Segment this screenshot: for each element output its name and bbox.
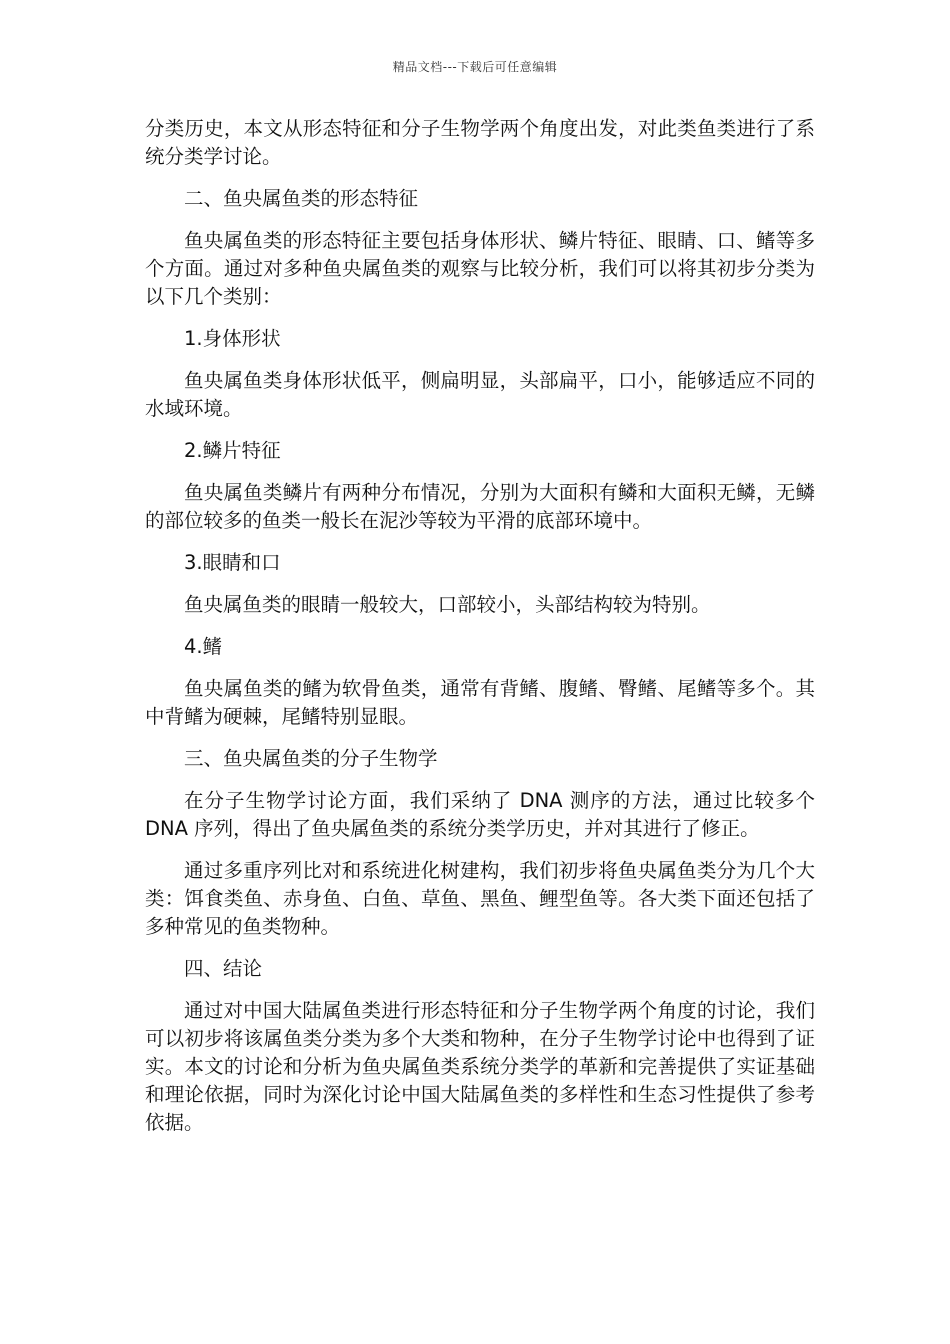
paragraph-eyes-mouth: 鱼央属鱼类的眼睛一般较大，口部较小，头部结构较为特别。 bbox=[184, 593, 711, 616]
section-heading-molecular: 三、鱼央属鱼类的分子生物学 bbox=[184, 747, 438, 770]
document-body bbox=[145, 115, 815, 1151]
paragraph-scales: 鱼央属鱼类鳞片有两种分布情况，分别为大面积有鳞和大面积无鳞，无鳞的部位较多的鱼类一般长在泥沙等较为平滑的底部环境中。 bbox=[145, 481, 815, 532]
paragraph-molecular-classification: 通过多重序列比对和系统进化树建构，我们初步将鱼央属鱼类分为几个大类：饵食类鱼、赤身鱼、白鱼、草鱼、黑鱼、鲤型鱼等。各大类下面还包括了多种常见的鱼类物种。 bbox=[145, 859, 815, 938]
paragraph-continuation: 分类历史，本文从形态特征和分子生物学两个角度出发，对此类鱼类进行了系统分类学讨论。 bbox=[145, 117, 815, 168]
section-heading-morphology: 二、鱼央属鱼类的形态特征 bbox=[184, 187, 419, 210]
subheading-eyes-mouth: 3.眼睛和口 bbox=[184, 551, 281, 574]
page-header: 精品文档---下载后可任意编辑 bbox=[392, 60, 558, 74]
paragraph-conclusion: 通过对中国大陆属鱼类进行形态特征和分子生物学两个角度的讨论，我们可以初步将该属鱼类分类为多个大类和物种，在分子生物学讨论中也得到了证实。本文的讨论和分析为鱼央属鱼类系统分类学的革新和完善提供了实证基础和理论依据，同时为深化讨论中国大陆属鱼类的多样性和生态习性提供了参考依据。 bbox=[145, 999, 815, 1134]
paragraph-morphology-intro: 鱼央属鱼类的形态特征主要包括身体形状、鳞片特征、眼睛、口、鳍等多个方面。通过对多种鱼央属鱼类的观察与比较分析，我们可以将其初步分类为以下几个类别： bbox=[145, 229, 815, 308]
subheading-scales: 2.鳞片特征 bbox=[184, 439, 281, 462]
subheading-body-shape: 1.身体形状 bbox=[184, 327, 281, 350]
subheading-fins: 4.鳍 bbox=[184, 635, 223, 658]
section-heading-conclusion: 四、结论 bbox=[184, 957, 263, 980]
paragraph-molecular-dna: 在分子生物学讨论方面，我们采纳了 DNA 测序的方法，通过比较多个 DNA 序列，得出了鱼央属鱼类的系统分类学历史，并对其进行了修正。 bbox=[145, 789, 815, 840]
paragraph-fins: 鱼央属鱼类的鳍为软骨鱼类，通常有背鳍、腹鳍、臀鳍、尾鳍等多个。其中背鳍为硬棘，尾鳍特别显眼。 bbox=[145, 677, 815, 728]
paragraph-body-shape: 鱼央属鱼类身体形状低平，侧扁明显，头部扁平，口小，能够适应不同的水域环境。 bbox=[145, 369, 815, 420]
